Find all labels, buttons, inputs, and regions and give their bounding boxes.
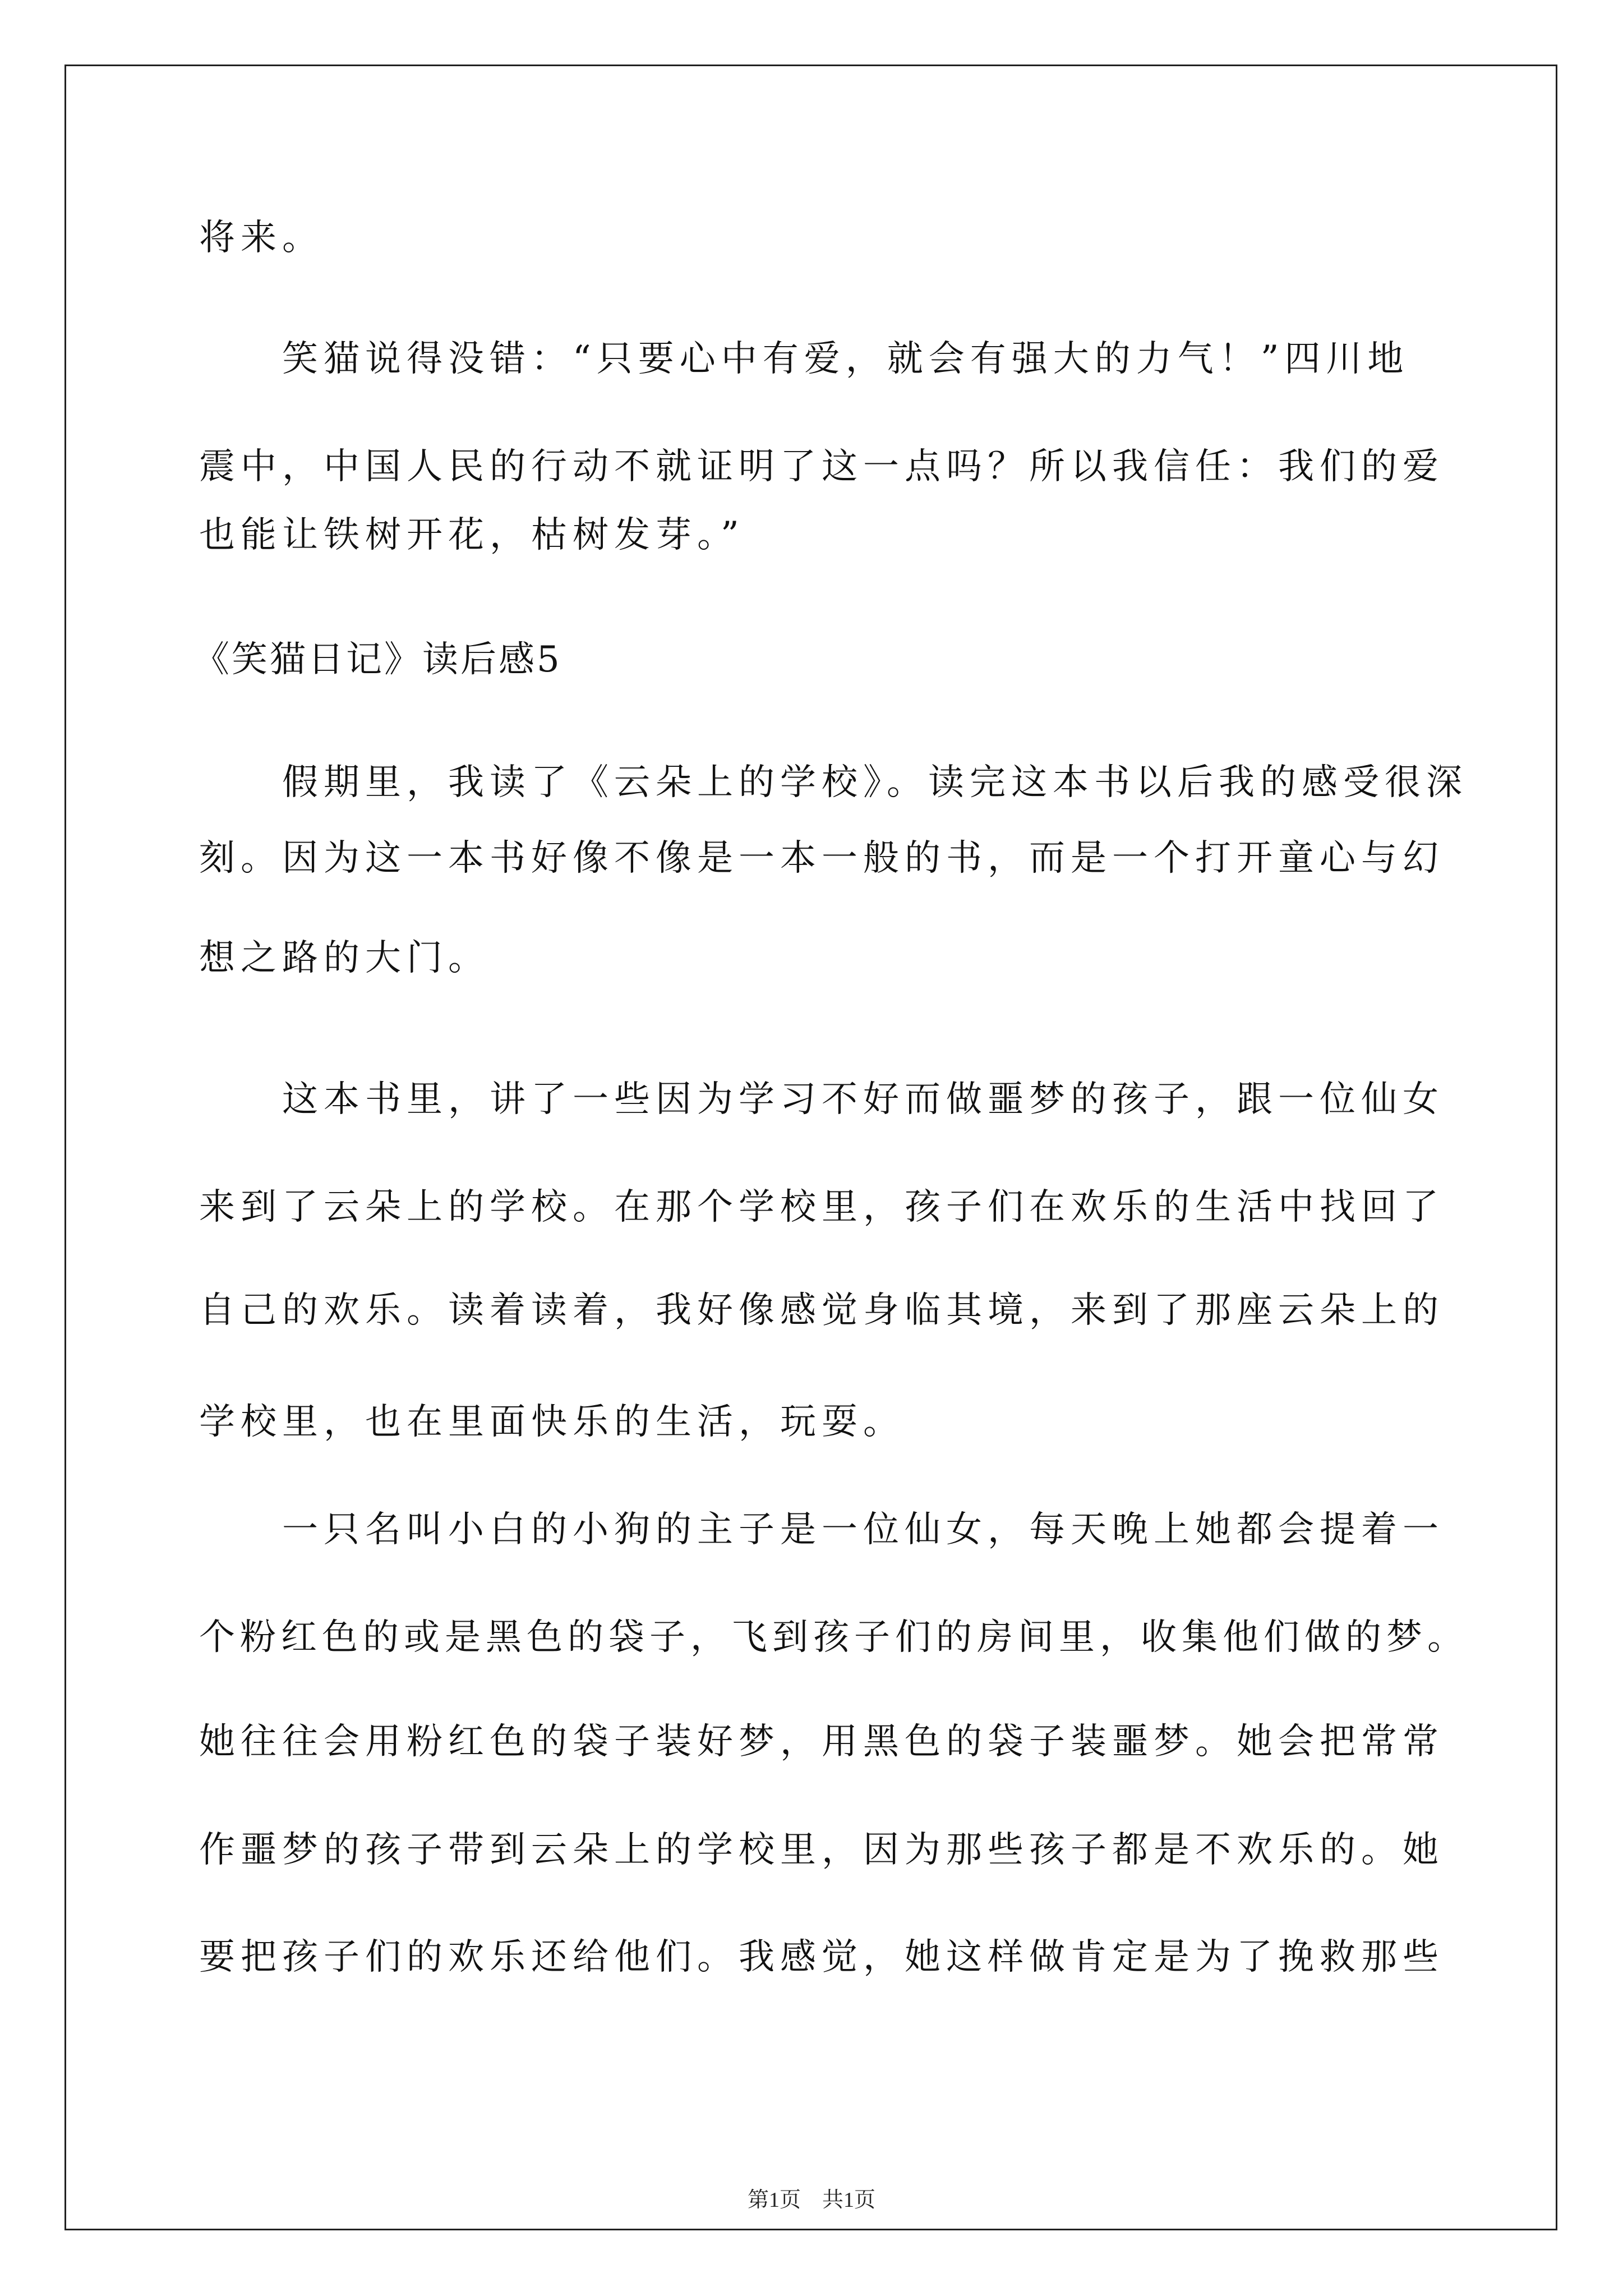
body-line: 学校里，也在里面快乐的生活，玩耍。	[199, 1401, 905, 1443]
paragraph-first-line: 这本书里，讲了一些因为学习不好而做噩梦的孩子，跟一位仙女	[282, 1079, 1444, 1120]
body-line: 想之路的大门。	[199, 937, 490, 979]
body-line: 自己的欢乐。读着读着，我好像感觉身临其境，来到了那座云朵上的	[199, 1290, 1444, 1331]
body-line: 要把孩子们的欢乐还给他们。我感觉，她这样做肯定是为了挽救那些	[199, 1936, 1444, 1978]
section-heading: 《笑猫日记》读后感5	[193, 639, 562, 680]
body-line: 个粉红色的或是黑色的袋子，飞到孩子们的房间里，收集他们做的梦。	[199, 1617, 1468, 1658]
body-line: 刻。因为这一本书好像不像是一本一般的书，而是一个打开童心与幻	[199, 838, 1444, 879]
paragraph-first-line: 笑猫说得没错：“只要心中有爱，就会有强大的力气！”四川地	[282, 338, 1409, 380]
body-line: 作噩梦的孩子带到云朵上的学校里，因为那些孩子都是不欢乐的。她	[199, 1829, 1444, 1871]
page-number-footer: 第1页 共1页	[747, 2188, 875, 2212]
body-line: 将来。	[199, 217, 324, 259]
body-line: 震中，中国人民的行动不就证明了这一点吗？所以我信任：我们的爱	[199, 446, 1444, 487]
page-border	[64, 65, 1557, 2230]
body-line: 也能让铁树开花，枯树发芽。”	[199, 514, 745, 556]
body-line: 来到了云朵上的学校。在那个学校里，孩子们在欢乐的生活中找回了	[199, 1186, 1444, 1228]
paragraph-first-line: 假期里，我读了《云朵上的学校》。读完这本书以后我的感受很深	[282, 762, 1468, 803]
paragraph-first-line: 一只名叫小白的小狗的主子是一位仙女，每天晚上她都会提着一	[282, 1509, 1444, 1550]
body-line: 她往往会用粉红色的袋子装好梦，用黑色的袋子装噩梦。她会把常常	[199, 1721, 1444, 1763]
